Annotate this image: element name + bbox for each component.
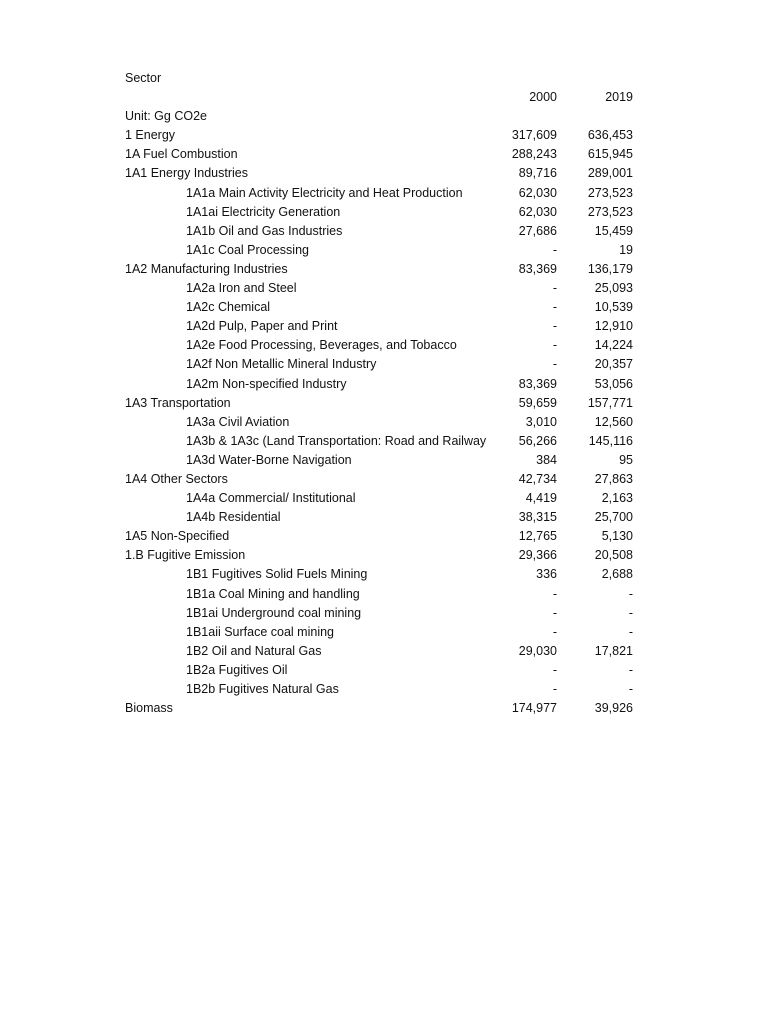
value-2000: 317,609	[511, 128, 557, 143]
table-row	[125, 336, 645, 355]
row-label: 1B2a Fugitives Oil	[186, 662, 288, 677]
row-label: 1A2 Manufacturing Industries	[125, 261, 288, 276]
table-row	[125, 604, 645, 623]
value-2019: 53,056	[594, 376, 633, 391]
value-2019: 273,523	[587, 185, 633, 200]
value-2019: 5,130	[601, 529, 633, 544]
row-label: 1 Energy	[125, 128, 176, 143]
value-2019: 12,560	[594, 414, 633, 429]
row-label: 1B1 Fugitives Solid Fuels Mining	[186, 567, 368, 582]
value-2019: 273,523	[587, 204, 633, 219]
table-row	[125, 298, 645, 317]
table-row	[125, 565, 645, 584]
value-2000: -	[552, 662, 557, 677]
table-row	[125, 203, 645, 222]
row-label: 1A1c Coal Processing	[186, 242, 309, 257]
row-label: 1A3 Transportation	[125, 395, 231, 410]
row-label: 1A2f Non Metallic Mineral Industry	[186, 357, 377, 372]
value-2019: 289,001	[587, 166, 633, 181]
value-2000: 12,765	[518, 529, 557, 544]
table-row	[125, 661, 645, 680]
row-label: 1B1a Coal Mining and handling	[186, 586, 360, 601]
table-row	[125, 279, 645, 298]
table-row	[125, 432, 645, 451]
row-label: 1A3a Civil Aviation	[186, 414, 290, 429]
value-2019: 15,459	[594, 223, 633, 238]
value-2000: 29,030	[518, 643, 557, 658]
value-2000: 62,030	[518, 185, 557, 200]
value-2019: 25,093	[594, 281, 633, 296]
value-2000: 288,243	[511, 147, 557, 162]
value-2000: 336	[536, 567, 557, 582]
value-2019: 39,926	[594, 701, 633, 716]
row-label: 1B1aii Surface coal mining	[186, 624, 334, 639]
value-2000: 4,419	[525, 491, 557, 506]
row-label: 1A2c Chemical	[186, 300, 271, 315]
value-2000: -	[552, 300, 557, 315]
value-2000: 38,315	[518, 510, 557, 525]
value-2019: 12,910	[594, 319, 633, 334]
value-2019: 145,116	[588, 433, 633, 448]
value-2019: -	[628, 586, 633, 601]
value-2019: 17,821	[594, 643, 633, 658]
row-label: 1A2d Pulp, Paper and Print	[186, 319, 338, 334]
row-label: 1A1a Main Activity Electricity and Heat Production	[186, 185, 463, 200]
table-row	[125, 527, 645, 546]
value-2019: -	[628, 682, 633, 696]
row-label: 1A5 Non-Specified	[125, 529, 230, 544]
table-row	[125, 164, 645, 183]
value-2000: -	[552, 281, 557, 296]
table-row	[125, 222, 645, 241]
value-2019: 14,224	[594, 338, 633, 353]
value-2000: -	[552, 605, 557, 620]
row-label: 1A3d Water-Borne Navigation	[186, 452, 352, 467]
value-2000: 42,734	[518, 471, 557, 486]
value-2000: 83,369	[518, 376, 557, 391]
unit-row	[125, 107, 645, 126]
row-label: 1A1 Energy Industries	[125, 166, 248, 181]
row-label: 1B2 Oil and Natural Gas	[186, 643, 322, 658]
value-2000: 174,977	[511, 701, 557, 716]
row-label: 1A2e Food Processing, Beverages, and Tobacco	[186, 338, 457, 353]
value-2000: 3,010	[525, 414, 557, 429]
row-label: 1A4b Residential	[186, 510, 281, 525]
table-row	[125, 126, 645, 145]
value-2019: 95	[619, 452, 633, 467]
value-2000: -	[552, 319, 557, 334]
row-label: 1A1b Oil and Gas Industries	[186, 223, 343, 238]
value-2019: 27,863	[594, 471, 633, 486]
value-2000: 89,716	[518, 166, 557, 181]
value-2019: 615,945	[587, 147, 633, 162]
value-2000: 27,686	[518, 223, 557, 238]
table-row	[125, 241, 645, 260]
value-2019: -	[628, 605, 633, 620]
value-2000: -	[552, 586, 557, 601]
emissions-table	[125, 69, 645, 718]
table-row	[125, 489, 645, 508]
row-label: 1A4a Commercial/ Institutional	[186, 491, 356, 506]
table-row	[125, 355, 645, 374]
value-2019: 20,357	[594, 357, 633, 372]
row-label: Biomass	[125, 701, 173, 716]
table-row	[125, 546, 645, 565]
table-row	[125, 699, 645, 718]
value-2019: 2,688	[601, 567, 633, 582]
table-row	[125, 623, 645, 642]
value-2000: 384	[536, 452, 557, 467]
table-row	[125, 317, 645, 336]
value-2000: 29,366	[518, 548, 557, 563]
value-2019: 636,453	[587, 128, 633, 143]
value-2019: 25,700	[594, 510, 633, 525]
table-header-row	[125, 88, 645, 107]
value-2000: -	[552, 242, 557, 257]
value-2000: 83,369	[518, 261, 557, 276]
table-row	[125, 680, 645, 699]
row-label: 1A2a Iron and Steel	[186, 281, 297, 296]
table-title-row	[125, 69, 645, 88]
value-2019: 157,771	[587, 395, 633, 410]
table-row	[125, 470, 645, 489]
value-2000: -	[552, 357, 557, 372]
value-2000: -	[552, 338, 557, 353]
value-2000: -	[552, 624, 557, 639]
row-label: 1B2b Fugitives Natural Gas	[186, 682, 339, 696]
row-label: 1A2m Non-specified Industry	[186, 376, 347, 391]
column-header-2000: 2000	[529, 90, 557, 105]
table-row	[125, 184, 645, 203]
table-row	[125, 260, 645, 279]
row-label: 1B1ai Underground coal mining	[186, 605, 362, 620]
row-label: 1A4 Other Sectors	[125, 471, 228, 486]
value-2019: 19	[619, 242, 633, 257]
value-2019: 10,539	[594, 300, 633, 315]
value-2019: 136,179	[587, 261, 633, 276]
value-2019: -	[628, 624, 633, 639]
table-row	[125, 145, 645, 164]
value-2019: 2,163	[601, 491, 633, 506]
table-row	[125, 585, 645, 604]
value-2000: -	[552, 682, 557, 696]
table-row	[125, 375, 645, 394]
column-header-2019: 2019	[605, 90, 633, 105]
value-2019: -	[628, 662, 633, 677]
table-title: Sector	[125, 71, 162, 85]
table-row	[125, 642, 645, 661]
value-2000: 59,659	[518, 395, 557, 410]
table-row	[125, 508, 645, 527]
table-body	[125, 126, 645, 718]
value-2000: 62,030	[518, 204, 557, 219]
row-label: 1.B Fugitive Emission	[125, 548, 246, 563]
row-label: 1A3b & 1A3c (Land Transportation: Road and Railway	[186, 433, 487, 448]
row-label: 1A1ai Electricity Generation	[186, 204, 341, 219]
value-2000: 56,266	[518, 433, 557, 448]
table-row	[125, 451, 645, 470]
value-2019: 20,508	[594, 548, 633, 563]
table-row	[125, 413, 645, 432]
unit-label: Unit: Gg CO2e	[125, 109, 207, 124]
row-label: 1A Fuel Combustion	[125, 147, 238, 162]
table-row	[125, 394, 645, 413]
